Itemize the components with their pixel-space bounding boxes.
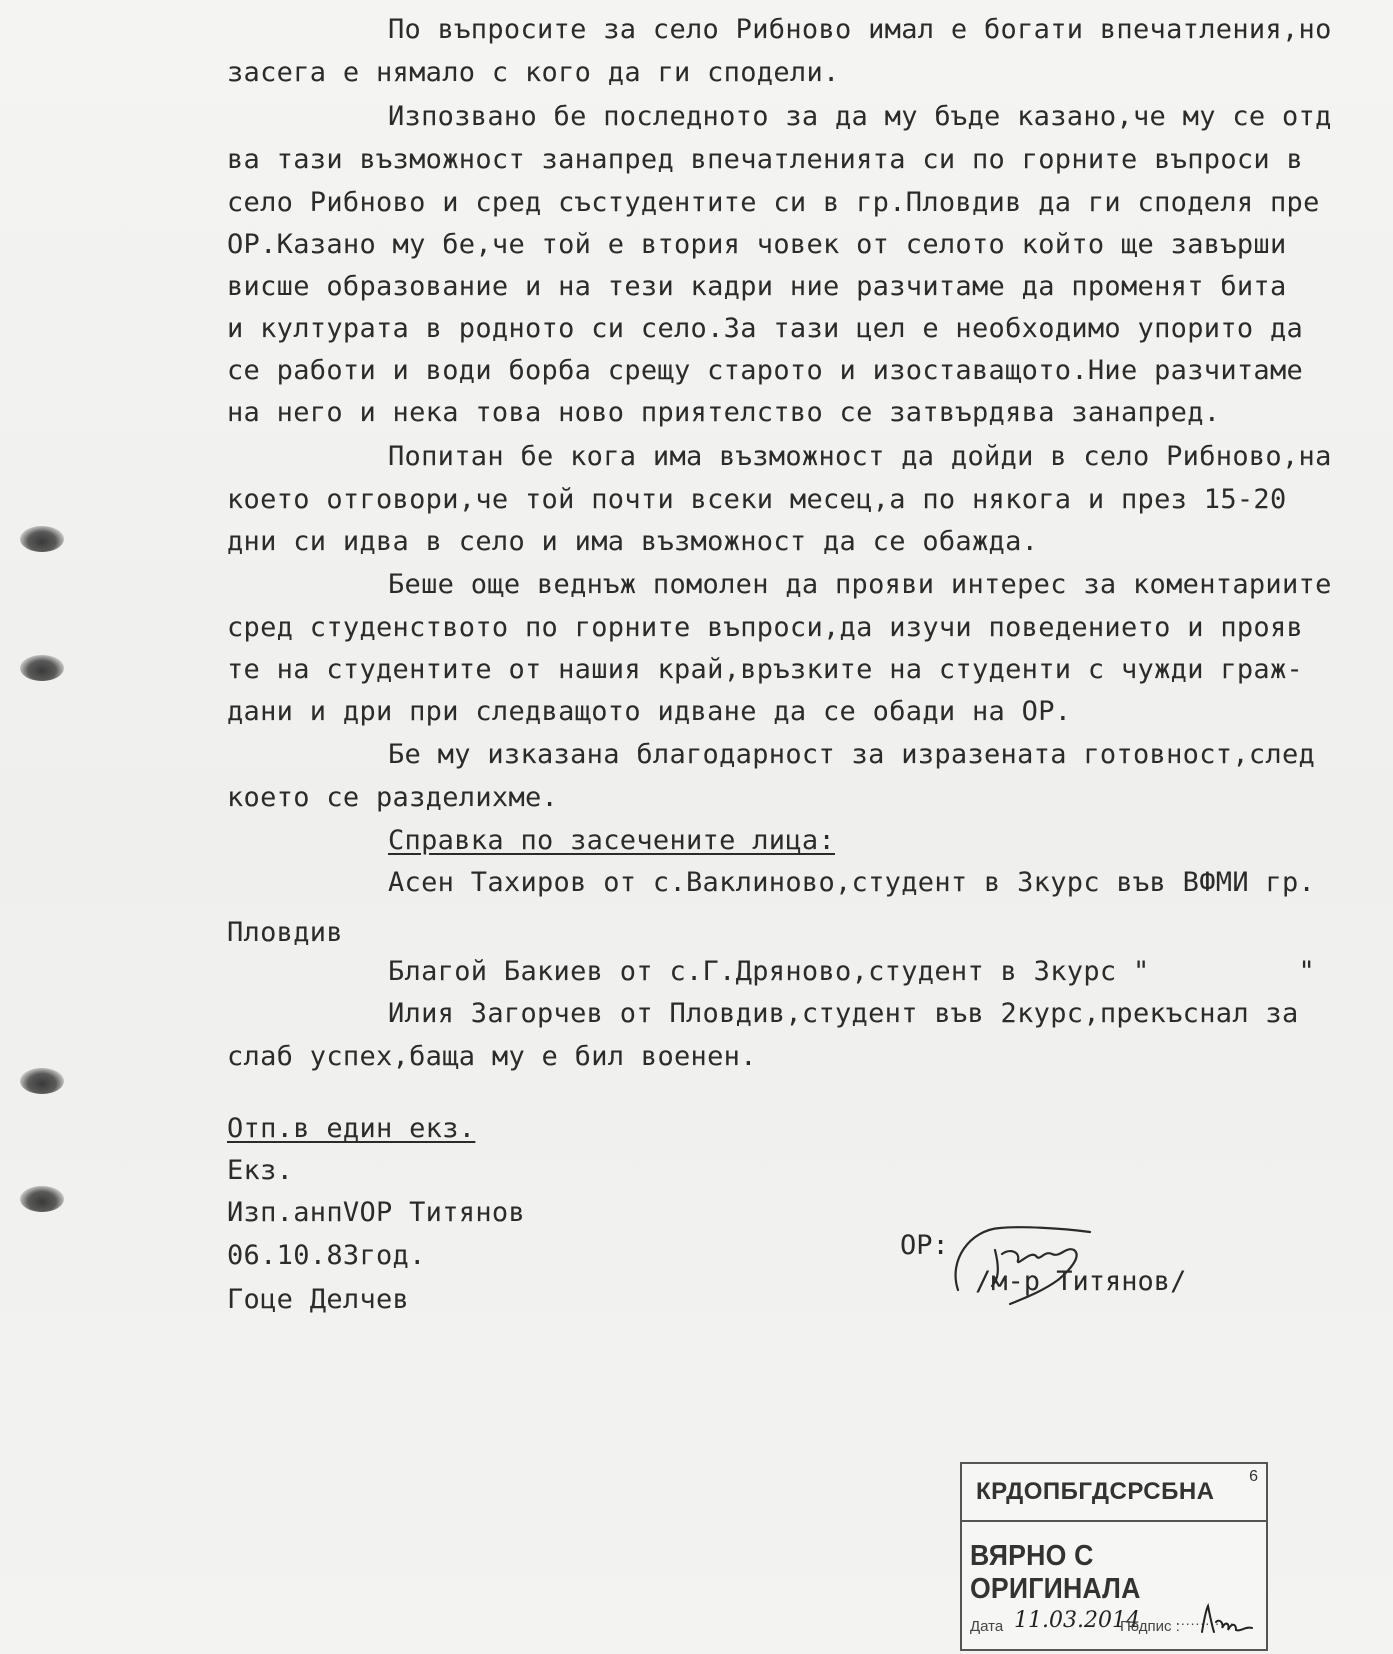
body-line: Беше още веднъж помолен да прояви интерес за коментариите [388, 569, 1332, 600]
stamp-sign-dots: ............ [1176, 1612, 1235, 1628]
stamp-date-label: Дата [970, 1618, 1004, 1635]
stamp-footer [970, 1604, 1260, 1640]
body-line: ва тази възможност занапред впечатленията си по горните въпроси в [227, 144, 1304, 175]
footer-date: 06.10.83год. [227, 1240, 426, 1271]
body-line: ОР.Казано му бе,че той е втория човек от селото който ще завърши [227, 229, 1287, 260]
reference-line: Илия Загорчев от Пловдив,студент във 2курс,прекъснал за [388, 998, 1299, 1029]
reference-heading: Справка по засечените лица: [388, 825, 835, 856]
body-line: Попитан бе кога има възможност да дойди в село Рибново,на [388, 441, 1332, 472]
punch-hole [20, 1186, 64, 1212]
footer-executor: Изп.анпVOP Титянов [227, 1197, 525, 1228]
footer-copy-line: Екз. [227, 1155, 294, 1186]
stamp-sign-label: Подпис : [1120, 1618, 1180, 1635]
signature-label: ОР: [900, 1230, 949, 1261]
signature-name: /м-р Титянов/ [975, 1266, 1187, 1297]
punch-hole [20, 1068, 64, 1094]
body-line: дани и дри при следващото идване да се обади на ОР. [227, 696, 1072, 727]
stamp-number: 6 [1249, 1468, 1258, 1485]
archive-stamp [960, 1462, 1268, 1651]
reference-line: Асен Тахиров от с.Ваклиново,студент в 3курс във ВФМИ гр. [388, 867, 1316, 898]
body-line: дни си идва в село и има възможност да се обажда. [227, 526, 1039, 557]
body-line: Бе му изказана благодарност за изразената готовност,след [388, 739, 1316, 770]
body-line: което отговори,че той почти всеки месец,а по някога и през 15-20 [227, 484, 1287, 515]
stamp-date: 11.03.2014 [1014, 1608, 1140, 1633]
body-line: висше образование и на тези кадри ние разчитаме да променят бита [227, 271, 1287, 302]
footer-city: Гоце Делчев [227, 1284, 410, 1315]
footer-copies: Отп.в един екз. [227, 1113, 476, 1144]
punch-hole [20, 526, 64, 552]
body-line: което се разделихме. [227, 782, 559, 813]
body-line: село Рибново и сред състудентите си в гр.Пловдив да ги споделя пре [227, 187, 1320, 218]
reference-line: Пловдив [227, 917, 343, 948]
body-line: те на студентите от нашия край,връзките на студенти с чужди граж- [227, 654, 1304, 685]
stamp-header [962, 1464, 1266, 1522]
body-line: се работи и води борба срещу старото и изоставащото.Ние разчитаме [227, 355, 1304, 386]
stamp-signature [1196, 1602, 1256, 1636]
body-line: сред студенството по горните въпроси,да изучи поведението и прояв [227, 612, 1304, 643]
signature-block [900, 1220, 1200, 1310]
stamp-code: КРДОПБГДСРСБНА [976, 1478, 1215, 1505]
body-line: Изпозвано бе последното за да му бъде казано,че му се отд [388, 101, 1332, 132]
body-line: засега е нямало с кого да ги сподели. [227, 57, 840, 88]
body-line: и културата в родното си село.За тази цел е необходимо упорито да [227, 313, 1304, 344]
body-line: на него и нека това ново приятелство се затвърдява занапред. [227, 397, 1221, 428]
reference-line: Благой Бакиев от с.Г.Дряново,студент в 3курс " " [388, 956, 1316, 987]
punch-hole [20, 655, 64, 681]
body-line: По въпросите за село Рибново имал е богати впечатления,но [388, 14, 1332, 45]
stamp-certification: ВЯРНО С ОРИГИНАЛА [970, 1540, 1141, 1605]
reference-line: слаб успех,баща му е бил военен. [227, 1041, 757, 1072]
